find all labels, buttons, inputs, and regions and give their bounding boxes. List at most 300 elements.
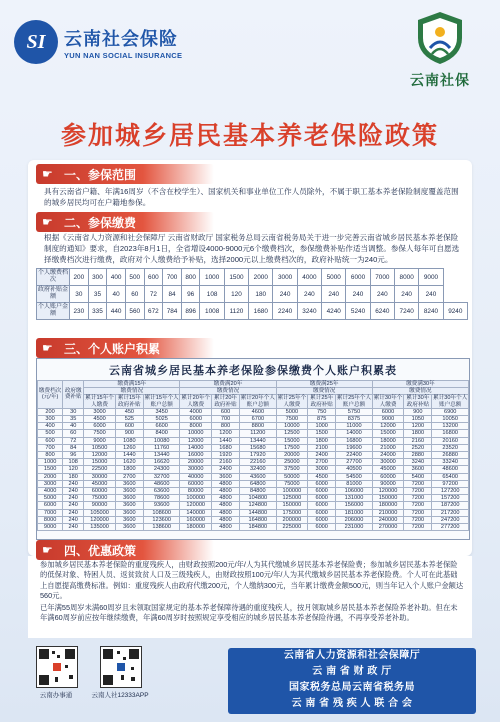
- cell: 累计25年个人账户总额: [336, 395, 372, 408]
- cell: 40: [63, 423, 84, 430]
- cell: 875: [308, 416, 336, 423]
- cell: 23520: [432, 444, 469, 451]
- cell: 26880: [432, 452, 469, 459]
- pointing-hand-icon: ☛: [42, 543, 53, 557]
- section-4-para-2: 已年满55周岁未满60周岁且未领取国家规定的基本养老保障待遇的重度残疾人，按月领取城乡居民基本养老保险养老补助。但在未年满60周岁前应按年继续缴费，年满60周岁时按照规定享受相应的城乡居民基本养老保险待遇，不再享受养老补助。: [40, 603, 458, 623]
- cell: 20160: [432, 437, 469, 444]
- cell: 累计15年个人账户总额: [144, 395, 179, 408]
- cell: 48600: [432, 466, 469, 473]
- cell: 11000: [336, 423, 373, 430]
- cell: 164800: [240, 516, 277, 523]
- cell: 108600: [143, 509, 180, 516]
- cell: 4800: [211, 495, 239, 502]
- cell: 5000: [322, 269, 346, 286]
- cell: 33240: [432, 459, 469, 466]
- cell: 21000: [372, 444, 404, 451]
- cell: 700: [211, 416, 239, 423]
- cell: 4000: [297, 269, 321, 286]
- cell: 24300: [143, 466, 180, 473]
- cell: 127200: [432, 488, 469, 495]
- cell: 22160: [240, 459, 277, 466]
- cell: 3240: [404, 459, 432, 466]
- cell: 4800: [211, 488, 239, 495]
- cell: 96: [63, 452, 84, 459]
- table-row: [38, 488, 469, 495]
- cell: 138600: [143, 524, 180, 531]
- cell: 150000: [276, 502, 308, 509]
- cell: 105000: [84, 509, 116, 516]
- cell: 180000: [372, 502, 404, 509]
- contribution-row: [37, 286, 468, 303]
- cell: 6240: [370, 303, 394, 320]
- cell: 1500: [38, 466, 63, 473]
- cell: 72: [63, 437, 84, 444]
- qr1-label: 云南办事通: [39, 692, 73, 699]
- cell: 84: [163, 286, 182, 303]
- cell: 3600: [115, 480, 143, 487]
- cell: 64800: [240, 480, 277, 487]
- cell: 缴费情况: [276, 388, 372, 395]
- cell: 7500: [276, 416, 308, 423]
- cell: 1000: [200, 269, 224, 286]
- cell: 48600: [143, 480, 180, 487]
- table-row: [38, 459, 469, 466]
- cell: 784: [163, 303, 182, 320]
- cell: 180: [63, 473, 84, 480]
- cell: 13200: [432, 423, 469, 430]
- cell: 700: [163, 269, 182, 286]
- cell: 175000: [276, 509, 308, 516]
- cell: 120: [63, 466, 84, 473]
- table-row: [38, 423, 469, 430]
- cell: 32400: [240, 466, 277, 473]
- cell: 6000: [308, 502, 336, 509]
- cell: 400: [38, 423, 63, 430]
- cell: 11760: [143, 444, 180, 451]
- cell: 15000: [84, 459, 116, 466]
- cell: 3600: [115, 524, 143, 531]
- cell: 14000: [180, 444, 212, 451]
- cell: 84: [63, 444, 84, 451]
- table-row: [38, 516, 469, 523]
- cell: 123600: [143, 516, 180, 523]
- cell: 7000: [38, 509, 63, 516]
- cell: 6000: [308, 495, 336, 502]
- cell: 1080: [115, 437, 143, 444]
- cell: 3000: [273, 269, 297, 286]
- cell: 206000: [336, 516, 373, 523]
- cell: 累计25年个人缴费: [277, 395, 307, 408]
- cell: 15000: [276, 437, 308, 444]
- section-4-para-1: 参加城乡居民基本养老保险的重度残疾人，由财政按照200元/年/人为其代缴城乡居民基本养老保险费；参加城乡居民基本养老保险的低保对象、特困人员、返贫致贫人口及三级残疾人，由财政按照100元/年/人为其代缴城乡居民基本养老保险费。个人可在此基础上自愿提高缴费标准。例如：重度残疾人由政府代缴200元，个人缴纳300元，当年累计缴费金额500元，则当年记入个人账户金额达560元。: [40, 560, 464, 601]
- cell: 9000: [372, 416, 404, 423]
- cell: 1800: [115, 466, 143, 473]
- cell: 30000: [84, 473, 116, 480]
- cell: 5400: [404, 473, 432, 480]
- cell: 1500: [224, 269, 248, 286]
- cell: 90000: [372, 480, 404, 487]
- table-row: [38, 430, 469, 437]
- cell: 缴费情况: [372, 388, 468, 395]
- cell: 4600: [240, 408, 277, 415]
- table-row: [38, 495, 469, 502]
- cell: 187200: [432, 502, 469, 509]
- cell: 6000: [308, 488, 336, 495]
- cell: 100000: [180, 495, 212, 502]
- cell: 25000: [276, 459, 308, 466]
- section-2-header: ☛ 二、参保缴费: [36, 212, 214, 232]
- cell: 6000: [308, 480, 336, 487]
- accumulation-table-title: 云南省城乡居民基本养老保险参保缴费个人账户积累表: [109, 365, 397, 377]
- cell: 440: [107, 303, 126, 320]
- cell: 600: [211, 408, 239, 415]
- cell: 300: [88, 269, 107, 286]
- cell: 2400: [308, 452, 336, 459]
- cell: 1440: [211, 437, 239, 444]
- cell: 7000: [370, 269, 394, 286]
- cell: 78600: [143, 495, 180, 502]
- cell: 1008: [200, 303, 224, 320]
- cell: 累计30年个人缴费: [373, 395, 403, 408]
- cell: 300: [38, 416, 63, 423]
- cell: 60: [125, 286, 144, 303]
- cell: 12000: [372, 423, 404, 430]
- cell: 4800: [211, 524, 239, 531]
- table-header-row: [38, 395, 469, 408]
- cell: 240: [346, 286, 370, 303]
- cell: 335: [88, 303, 107, 320]
- contribution-table: [36, 268, 468, 320]
- cell: 1200: [404, 423, 432, 430]
- cell: 75000: [276, 480, 308, 487]
- cell: 22500: [84, 466, 116, 473]
- cell: 120000: [84, 516, 116, 523]
- cell: 4500: [84, 416, 116, 423]
- cell: 4800: [211, 509, 239, 516]
- cell: 9000: [84, 437, 116, 444]
- cell: 231000: [336, 524, 373, 531]
- cell: 240: [63, 480, 84, 487]
- cell: 1440: [115, 452, 143, 459]
- cell: 900: [404, 408, 432, 415]
- cell: 1800: [308, 437, 336, 444]
- cell: 560: [125, 303, 144, 320]
- cell: 60: [63, 430, 84, 437]
- cell: 8400: [143, 430, 180, 437]
- qr-code-icon[interactable]: [36, 646, 78, 688]
- cell: 10000: [180, 430, 212, 437]
- cell: 108: [200, 286, 224, 303]
- cell: 缴费满25年: [276, 381, 372, 388]
- cell: 8800: [240, 423, 277, 430]
- cell: 10500: [84, 444, 116, 451]
- cell: 184800: [240, 524, 277, 531]
- cell: 93600: [143, 502, 180, 509]
- cell: 672: [144, 303, 163, 320]
- cell: 6600: [143, 423, 180, 430]
- cell: 35: [88, 286, 107, 303]
- cell: 40000: [180, 473, 212, 480]
- page-title: 参加城乡居民基本养老保险政策: [60, 121, 439, 150]
- qr-code-icon[interactable]: [100, 646, 142, 688]
- cell: 6700: [240, 416, 277, 423]
- cell: 16800: [336, 437, 373, 444]
- cell: 5025: [143, 416, 180, 423]
- cell: 3600: [115, 488, 143, 495]
- cell: 43600: [240, 473, 277, 480]
- cell: 7200: [404, 488, 432, 495]
- qr2-label: 云南人社12333APP: [91, 692, 149, 699]
- cell: 180: [249, 286, 273, 303]
- cell: 240: [370, 286, 394, 303]
- cell: 1680: [211, 444, 239, 451]
- cell: 1050: [404, 416, 432, 423]
- table-header-row: [38, 381, 469, 388]
- cell: 144800: [240, 509, 277, 516]
- cell: 40: [107, 286, 126, 303]
- accumulation-table: [37, 380, 469, 531]
- table-header-row: [38, 388, 469, 395]
- emblem-icon: [414, 10, 466, 66]
- cell: 累计20年个人账户总额: [240, 395, 275, 408]
- cell: 277200: [432, 524, 469, 531]
- cell: 12500: [276, 430, 308, 437]
- cell: 35: [63, 416, 84, 423]
- title-band: [0, 110, 500, 158]
- cell: 累计20年个人缴费: [181, 395, 211, 408]
- cell: 210000: [372, 509, 404, 516]
- cell: 108: [63, 459, 84, 466]
- cell: 525: [115, 416, 143, 423]
- cell: 800: [211, 423, 239, 430]
- si-badge-icon: SI: [14, 20, 58, 64]
- cell: 27700: [336, 459, 373, 466]
- cell: 11200: [240, 430, 277, 437]
- cell: 135000: [84, 524, 116, 531]
- org-line: 云 南 省 残 疾 人 联 合 会: [291, 698, 413, 709]
- cell: 1500: [308, 430, 336, 437]
- cell: 6000: [180, 416, 212, 423]
- cell: 225000: [276, 524, 308, 531]
- cell: 20000: [180, 459, 212, 466]
- cell: 750: [308, 408, 336, 415]
- cell: 8000: [180, 423, 212, 430]
- cell: 45000: [372, 466, 404, 473]
- cell: 2160: [211, 459, 239, 466]
- cell: 40500: [336, 466, 373, 473]
- cell: 600: [115, 423, 143, 430]
- cell: 180000: [180, 524, 212, 531]
- cell: 240: [394, 286, 418, 303]
- qr-codes: [28, 644, 200, 714]
- cell: 1120: [224, 303, 248, 320]
- section-3-header: ☛ 三、个人账户积累: [36, 338, 214, 358]
- cell: 5750: [336, 408, 373, 415]
- cell: 6000: [38, 502, 63, 509]
- cell: 7200: [404, 480, 432, 487]
- cell: 6000: [308, 524, 336, 531]
- section-2-text: 根据《云南省人力资源和社会保障厅 云南省财政厅 国家税务总局云南省税务局关于进一步完善云南省城乡居民基本养老保险制度的通知》要求，自2023年8月1日，全省增设4000-9000元6个缴费档次，参保缴费补贴作适当调整。参保人每年可自愿选择缴费档次进行缴费，政府对个人缴费给予补贴，选择2000元以上缴费档次的，政府补贴统一为240元。: [44, 233, 460, 264]
- cell: 缴费满30年: [372, 381, 468, 388]
- cell: 缴费档次(元/年): [38, 381, 63, 409]
- social-insurance-logo: [14, 20, 182, 64]
- table-row: [38, 408, 469, 415]
- cell: 7200: [404, 509, 432, 516]
- section-1-header: ☛ 一、参保范围: [36, 164, 214, 184]
- account-accumulation-table-wrap: [36, 358, 470, 540]
- cell: 800: [38, 452, 63, 459]
- cell: 7200: [404, 516, 432, 523]
- cell: 240: [273, 286, 297, 303]
- cell: 450: [115, 408, 143, 415]
- cell: 1000: [38, 459, 63, 466]
- org-line: 云 南 省 财 政 厅: [312, 666, 392, 677]
- cell: 81000: [336, 480, 373, 487]
- cell: 30000: [372, 459, 404, 466]
- cell: 5000: [38, 495, 63, 502]
- cell: 累计30年政府补贴: [404, 395, 432, 408]
- cell: 96: [181, 286, 200, 303]
- cell: 500: [38, 430, 63, 437]
- cell: 60000: [372, 473, 404, 480]
- cell: 3600: [115, 502, 143, 509]
- cell: 4800: [211, 480, 239, 487]
- cell: 60000: [180, 480, 212, 487]
- cell: 800: [181, 269, 200, 286]
- cell: 3450: [143, 408, 180, 415]
- yunnan-shebao-emblem: [394, 10, 486, 90]
- cell: 9000: [38, 524, 63, 531]
- cell: 3000: [308, 466, 336, 473]
- cell: 16800: [432, 430, 469, 437]
- cell: 97200: [432, 480, 469, 487]
- table-row: [38, 473, 469, 480]
- cell: 8240: [419, 303, 443, 320]
- cell: 缴费情况: [180, 388, 276, 395]
- cell: 10000: [276, 423, 308, 430]
- cell: 45000: [84, 480, 116, 487]
- cell: 240000: [372, 516, 404, 523]
- cell: 15000: [372, 430, 404, 437]
- cell: 120000: [180, 502, 212, 509]
- cell: 37500: [276, 466, 308, 473]
- cell: 247200: [432, 516, 469, 523]
- cell: 1260: [115, 444, 143, 451]
- cell: 1800: [404, 430, 432, 437]
- cell: 缴费情况: [84, 388, 180, 395]
- cell: 20000: [276, 452, 308, 459]
- cell: 3600: [115, 495, 143, 502]
- cell: 3600: [115, 509, 143, 516]
- cell: 54500: [336, 473, 373, 480]
- cell: 125000: [276, 495, 308, 502]
- cell: 缴费满20年: [180, 381, 276, 388]
- cell: 400: [107, 269, 126, 286]
- cell: 16620: [143, 459, 180, 466]
- cell: 181000: [336, 509, 373, 516]
- table-row: [38, 524, 469, 531]
- cell: 72: [144, 286, 163, 303]
- cell: 24000: [372, 452, 404, 459]
- cell: 4800: [211, 502, 239, 509]
- cell: 65400: [432, 473, 469, 480]
- organizations-block: [228, 648, 476, 714]
- cell: 240: [63, 524, 84, 531]
- pointing-hand-icon: ☛: [42, 167, 53, 181]
- cell: 200: [70, 269, 89, 286]
- cell: 12000: [84, 452, 116, 459]
- cell: 700: [38, 444, 63, 451]
- cell: 217200: [432, 509, 469, 516]
- cell: 9240: [443, 303, 467, 320]
- cell: 缴费满15年: [84, 381, 180, 388]
- cell: 6000: [308, 516, 336, 523]
- cell: 16000: [180, 452, 212, 459]
- cell: 230: [70, 303, 89, 320]
- pointing-hand-icon: ☛: [42, 215, 53, 229]
- cell: 157200: [432, 495, 469, 502]
- cell: 2000: [38, 473, 63, 480]
- cell: 累计20年政府补贴: [211, 395, 239, 408]
- cell: 80000: [180, 488, 212, 495]
- cell: 1200: [211, 430, 239, 437]
- cell: 1680: [249, 303, 273, 320]
- cell: 14000: [336, 430, 373, 437]
- cell: 6000: [346, 269, 370, 286]
- cell: 累计30年个人账户总额: [433, 395, 468, 408]
- cell: 140000: [180, 509, 212, 516]
- contribution-row: [37, 269, 468, 286]
- cell: 1000: [308, 423, 336, 430]
- cell: 120000: [372, 488, 404, 495]
- table-row: [38, 452, 469, 459]
- cell: 240: [419, 286, 443, 303]
- org-line: 云南省人力资源和社会保障厅: [283, 650, 421, 661]
- cell: 2880: [404, 452, 432, 459]
- cell: 7500: [84, 430, 116, 437]
- cell: 240: [322, 286, 346, 303]
- cell: 896: [181, 303, 200, 320]
- cell: 2160: [404, 437, 432, 444]
- section-4-header: ☛ 四、优惠政策: [36, 540, 214, 560]
- cell: 240: [63, 516, 84, 523]
- cell: 63600: [143, 488, 180, 495]
- logo-cn: 云南社会保险: [64, 28, 178, 49]
- cell: 600: [38, 437, 63, 444]
- cell: 32700: [143, 473, 180, 480]
- cell: 6000: [308, 509, 336, 516]
- contribution-row: [37, 303, 468, 320]
- cell: 9000: [419, 269, 443, 286]
- table-row: [38, 416, 469, 423]
- cell: 4000: [38, 488, 63, 495]
- cell: 5000: [276, 408, 308, 415]
- table-row: [38, 502, 469, 509]
- cell: 2000: [249, 269, 273, 286]
- cell: 200: [38, 408, 63, 415]
- cell: 3000: [84, 408, 116, 415]
- cell: 5240: [346, 303, 370, 320]
- cell: 156000: [336, 502, 373, 509]
- section-1-text: 具有云南省户籍、年满16周岁（不含在校学生）、国家机关和事业单位工作人员除外，不属于职工基本养老保险制度覆盖范围的城乡居民均可在户籍地参保。: [44, 187, 459, 207]
- cell: 累计15年政府补贴: [115, 395, 143, 408]
- cell: 2700: [308, 459, 336, 466]
- row-label: 个人账户金额: [37, 303, 70, 320]
- cell: 6000: [84, 423, 116, 430]
- table-row: [38, 437, 469, 444]
- cell: 50000: [276, 473, 308, 480]
- cell: 106000: [336, 488, 373, 495]
